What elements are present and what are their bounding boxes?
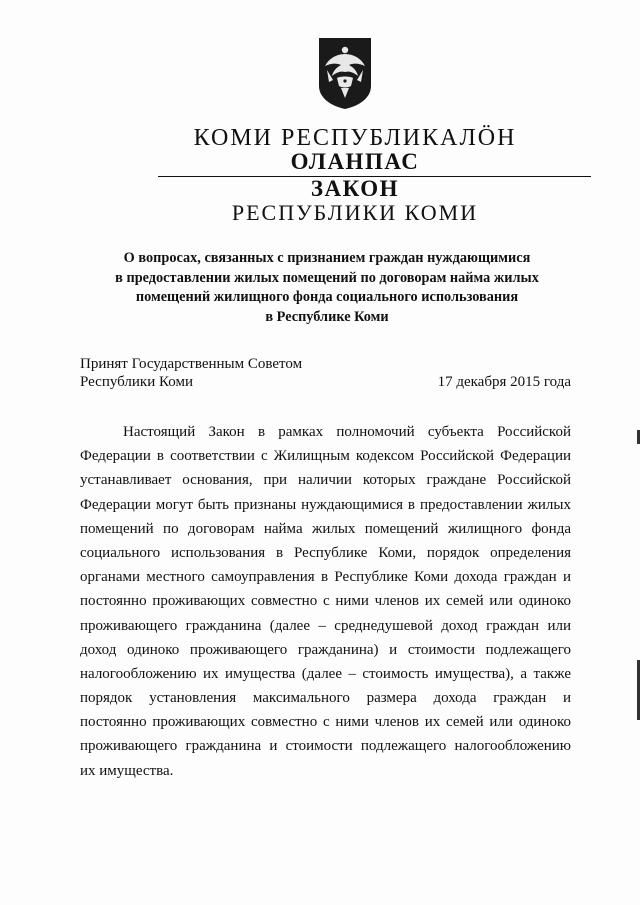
body-line: постоянно проживающих совместно с ними членов их семей или одиноко bbox=[80, 714, 571, 731]
body-line: порядок установления максимального размера дохода граждан и bbox=[80, 690, 571, 707]
header-line-republic: РЕСПУБЛИКИ КОМИ bbox=[231, 200, 479, 225]
header-line-zakon: ЗАКОН bbox=[310, 176, 400, 201]
body-line: социального использования в Республике Коми, порядок определения bbox=[80, 544, 571, 561]
body-line: помещений по договорам найма жилых помещений жилищного фонда bbox=[80, 520, 571, 537]
adoption-date: 17 декабря 2015 года bbox=[437, 374, 571, 390]
body-line: проживающего гражданина (далее – среднедушевой доход граждан или bbox=[80, 617, 571, 634]
law-title-line: помещений жилищного фонда социального использования bbox=[135, 289, 519, 305]
law-title-line: в предоставлении жилых помещений по договорам найма жилых bbox=[115, 269, 539, 286]
law-title-line: О вопросах, связанных с признанием граждан нуждающимися bbox=[123, 250, 531, 266]
body-line: постоянно проживающих совместно с ними членов их семей или одиноко bbox=[80, 593, 571, 610]
body-line: устанавливает основания, при наличии которых граждане Российской bbox=[80, 472, 571, 489]
header-line-komi: КОМИ РЕСПУБЛИКАЛÖН bbox=[193, 125, 517, 151]
law-title-line: в Республике Коми bbox=[265, 308, 389, 325]
komi-coat-of-arms-icon bbox=[315, 36, 375, 110]
adopted-by-line2: Республики Коми bbox=[80, 374, 193, 390]
body-line: налогообложению их имущества (далее – стоимость имущества), а также bbox=[80, 665, 571, 682]
law-title bbox=[80, 249, 574, 327]
body-line: органами местного самоуправления в Республике Коми дохода граждан и bbox=[80, 569, 571, 586]
body-line: доход одиноко проживающего гражданина) и стоимости подлежащего bbox=[80, 641, 571, 658]
body-line: их имущества. bbox=[80, 762, 174, 779]
body-line: проживающего гражданина и стоимости подлежащего налогообложению bbox=[80, 738, 571, 755]
adopted-by-line1: Принят Государственным Советом bbox=[80, 356, 303, 372]
body-line: Федерации могут быть признаны нуждающимися в предоставлении жилых bbox=[80, 496, 571, 513]
body-line: Настоящий Закон в рамках полномочий субъекта Российской bbox=[123, 424, 571, 440]
header-line-olanpas: ОЛАНПАС bbox=[290, 149, 420, 174]
body-paragraph bbox=[80, 420, 571, 783]
body-line: Федерации в соответствии с Жилищным кодексом Российской Федерации bbox=[80, 448, 571, 465]
